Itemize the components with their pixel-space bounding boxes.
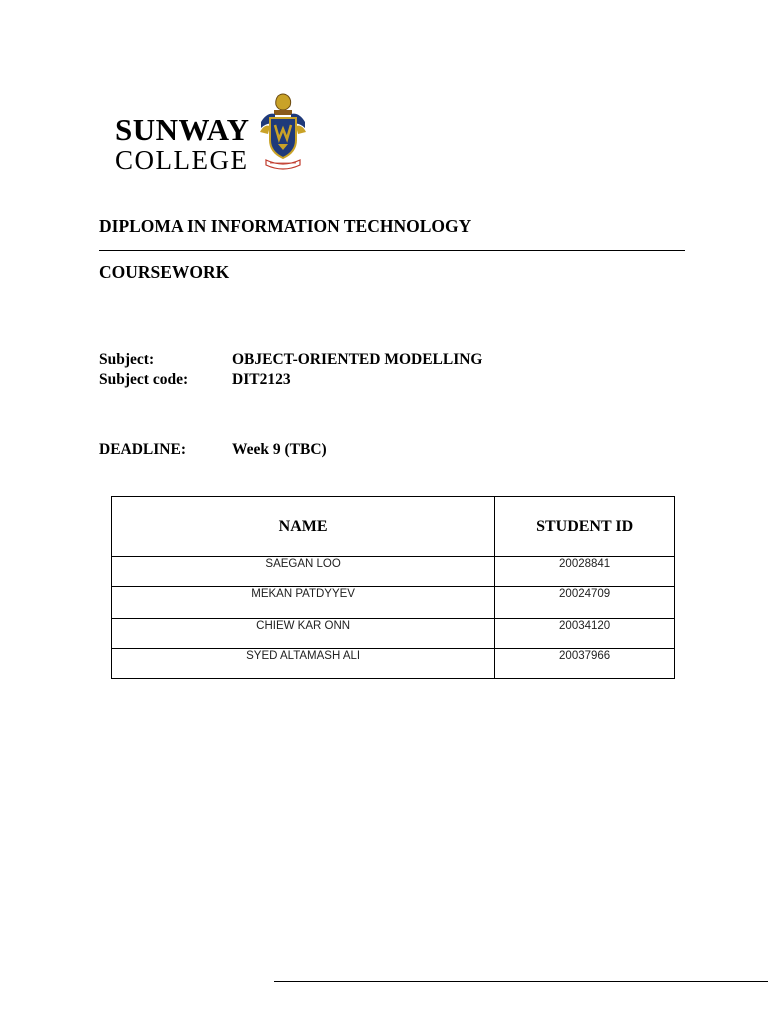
table-row — [112, 557, 675, 587]
subject-label: Subject: — [99, 351, 155, 368]
subject-code-label: Subject code: — [99, 371, 189, 388]
logo-text-college: COLLEGE — [115, 145, 249, 175]
table-row — [112, 587, 675, 619]
student-id-column-header: STUDENT ID — [495, 497, 675, 557]
subject-code-value: DIT2123 — [232, 371, 291, 388]
table-row — [112, 619, 675, 649]
crest-icon — [258, 92, 308, 174]
member-name: SYED ALTAMASH ALI — [112, 649, 495, 679]
member-student-id: 20034120 — [495, 619, 675, 649]
deadline-label: DEADLINE: — [99, 441, 186, 458]
table-header-row — [112, 497, 675, 557]
member-student-id: 20028841 — [495, 557, 675, 587]
member-student-id: 20024709 — [495, 587, 675, 619]
logo-text-sunway: SUNWAY — [115, 112, 250, 147]
name-column-header: NAME — [112, 497, 495, 557]
footer-divider — [274, 981, 768, 982]
deadline-value: Week 9 (TBC) — [232, 441, 327, 458]
member-name: CHIEW KAR ONN — [112, 619, 495, 649]
document-type: COURSEWORK — [99, 262, 230, 282]
member-name: SAEGAN LOO — [112, 557, 495, 587]
member-student-id: 20037966 — [495, 649, 675, 679]
header-divider — [99, 250, 685, 251]
member-name: MEKAN PATDYYEV — [112, 587, 495, 619]
programme-title: DIPLOMA IN INFORMATION TECHNOLOGY — [99, 216, 472, 236]
subject-value: OBJECT-ORIENTED MODELLING — [232, 351, 483, 368]
table-row — [112, 649, 675, 679]
members-table — [111, 496, 675, 679]
college-logo — [112, 90, 312, 180]
